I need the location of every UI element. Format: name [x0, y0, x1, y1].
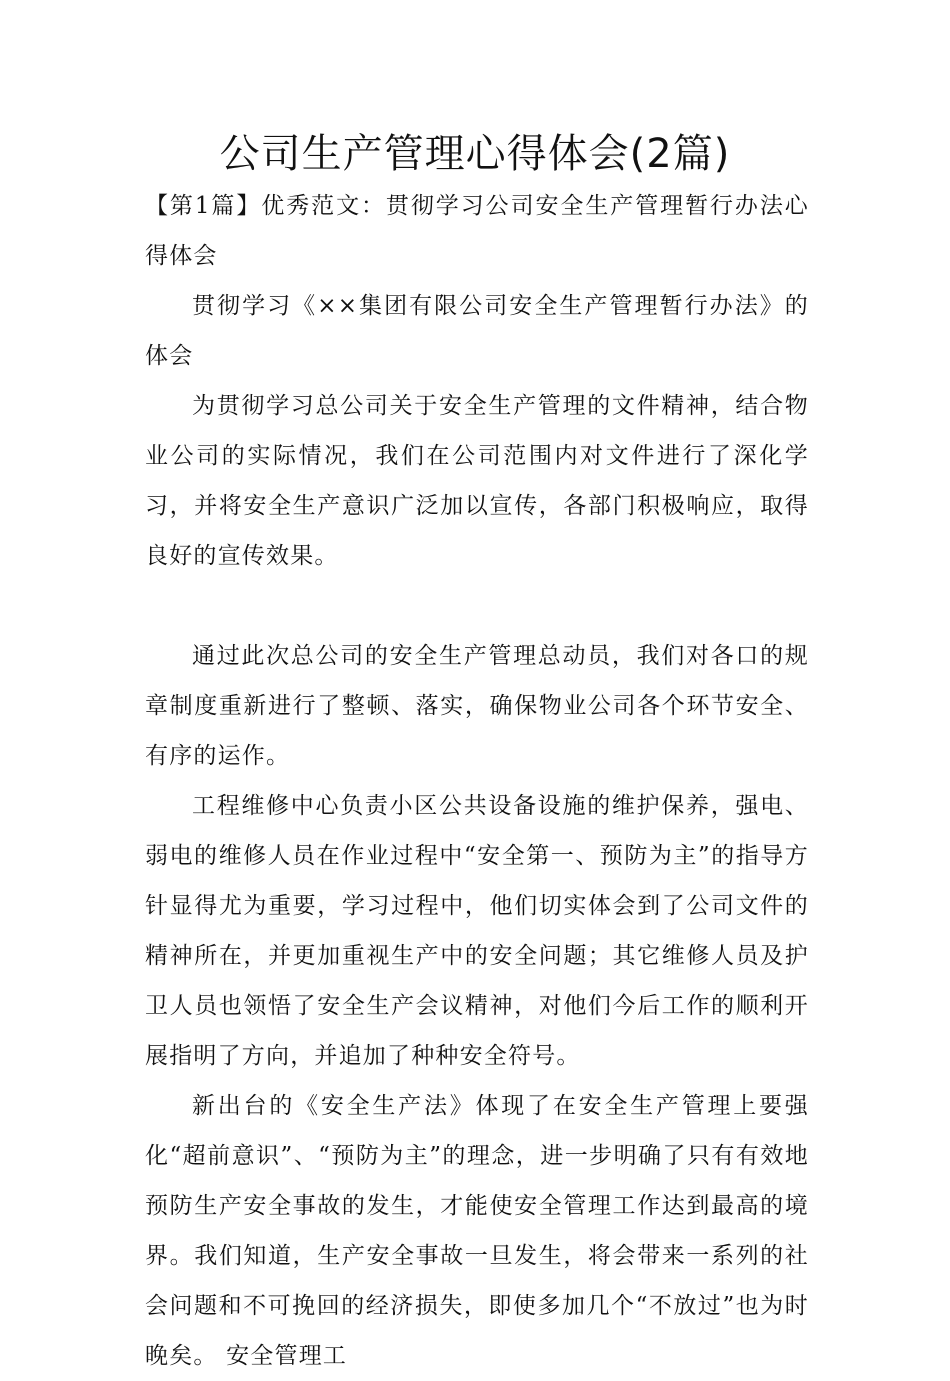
paragraph-3: 工程维修中心负责小区公共设备设施的维护保养，强电、弱电的维修人员在作业过程中“安全第一、预防为主”的指导方针显得尤为重要，学习过程中，他们切实体会到了公司文件的精神所在，并更加重视生产中的安全问题；其它维修人员及护卫人员也领悟了安全生产会议精神，对他们今后工作的顺利开展指明了方向，并追加了种种安全符号。 — [145, 793, 809, 1069]
document-body — [145, 181, 809, 1381]
document-title: 公司生产管理心得体会(2篇) — [219, 131, 731, 177]
paragraph-4: 新出台的《安全生产法》体现了在安全生产管理上要强化“超前意识”、“预防为主”的理念，进一步明确了只有有效地预防生产安全事故的发生，才能使安全管理工作达到最高的境界。我们知道，生产安全事故一旦发生，将会带来一系列的社会问题和不可挽回的经济损失，即使多加几个“不放过”也为时晚矣。 安全管理工 — [145, 1093, 809, 1369]
paragraph-gap — [145, 581, 809, 631]
doc-heading: 贯彻学习《××集团有限公司安全生产管理暂行办法》的体会 — [145, 293, 809, 369]
paragraph-2: 通过此次总公司的安全生产管理总动员，我们对各口的规章制度重新进行了整顿、落实，确保物业公司各个环节安全、有序的运作。 — [145, 643, 809, 769]
section-heading: 【第1篇】优秀范文：贯彻学习公司安全生产管理暂行办法心得体会 — [145, 193, 809, 269]
paragraph-1: 为贯彻学习总公司关于安全生产管理的文件精神，结合物业公司的实际情况，我们在公司范围内对文件进行了深化学习，并将安全生产意识广泛加以宣传，各部门积极响应，取得良好的宣传效果。 — [145, 393, 809, 569]
